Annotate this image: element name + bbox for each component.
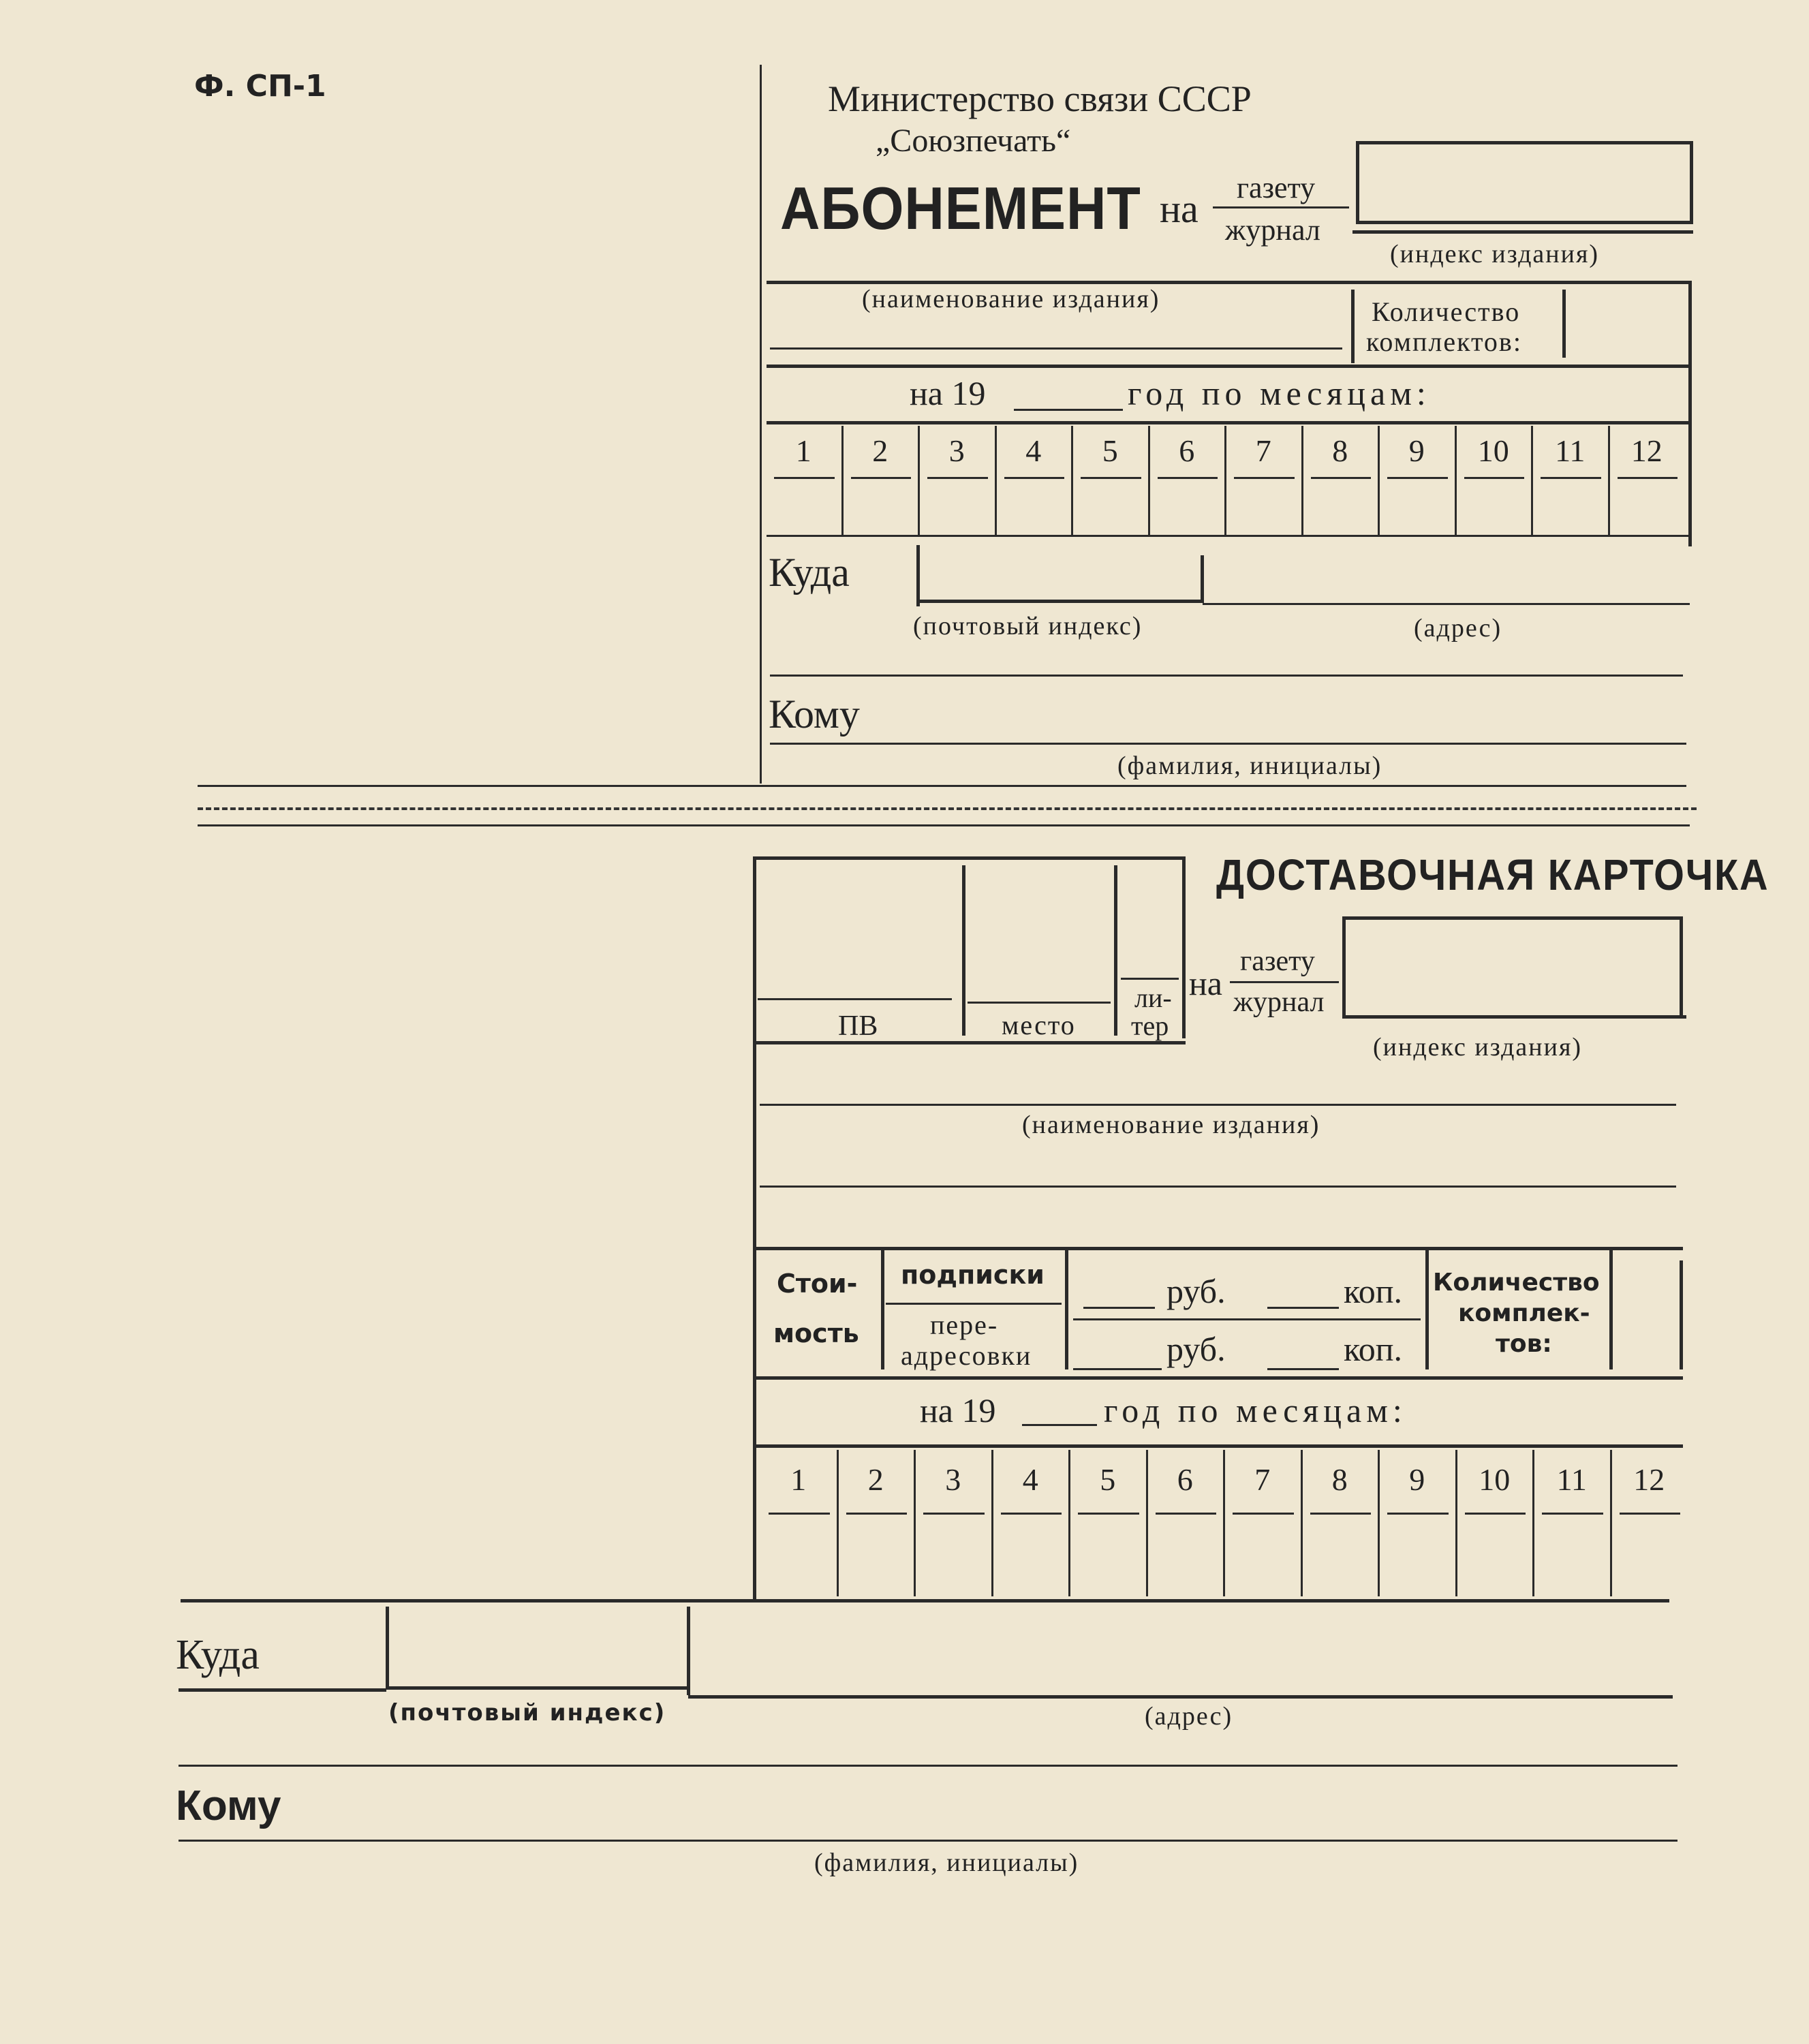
months-top-line	[767, 421, 1692, 424]
subscription-postal-caption: (почтовый индекс)	[913, 612, 1143, 640]
month-3-label: 3	[945, 1462, 961, 1497]
name-underline	[770, 347, 1342, 350]
podpiski-rub-field[interactable]	[1083, 1307, 1155, 1309]
delivery-year-suffix: год по месяцам:	[1104, 1391, 1407, 1429]
month-separator	[995, 426, 997, 535]
month-5-label: 5	[1102, 433, 1118, 468]
month-separator	[1610, 1450, 1612, 1596]
month-3-label: 3	[948, 433, 965, 468]
subscription-publication-name-field[interactable]	[770, 313, 1342, 346]
month-1-field[interactable]	[774, 477, 835, 479]
cost-type-border	[1065, 1250, 1068, 1369]
year-top-line	[767, 365, 1692, 368]
delivery-podpiski-label: подписки	[901, 1260, 1045, 1290]
cost-label-border	[881, 1250, 884, 1369]
months-bottom-line	[767, 535, 1692, 537]
delivery-postal-left	[386, 1607, 389, 1690]
cost-table-bottom	[756, 1376, 1683, 1380]
month-6-field[interactable]	[1156, 1513, 1217, 1515]
subscription-qty-field[interactable]	[1567, 293, 1690, 358]
subscription-qty-label-1: Количество	[1372, 296, 1521, 327]
tear-line-bottom	[198, 824, 1690, 826]
delivery-year-field[interactable]	[1022, 1424, 1097, 1426]
delivery-gazeta-divider	[1230, 981, 1339, 983]
month-6-label: 6	[1179, 433, 1195, 468]
postal-underline	[916, 600, 1203, 603]
month-7-label: 7	[1254, 1462, 1271, 1497]
subscription-postal-index-field[interactable]	[916, 545, 1203, 606]
kuda-underline	[179, 1688, 386, 1692]
pv-row-bottom	[753, 1041, 1186, 1044]
month-9-label: 9	[1408, 433, 1425, 468]
delivery-index-underline	[1342, 1015, 1686, 1019]
podpiski-kop-label: коп.	[1344, 1272, 1403, 1310]
subscription-right-border	[1688, 281, 1692, 546]
subscription-gazetu: газету	[1237, 171, 1316, 204]
cost-row-divider	[1073, 1318, 1421, 1320]
pv-underline	[758, 998, 952, 1000]
address-second-line[interactable]	[770, 675, 1683, 677]
delivery-liter-label-2: тер	[1131, 1010, 1169, 1041]
month-9-label: 9	[1409, 1462, 1425, 1497]
cost-table-right	[1680, 1260, 1683, 1369]
month-4-field[interactable]	[1004, 477, 1065, 479]
delivery-liter-label-1: ли-	[1134, 982, 1172, 1013]
month-9-field[interactable]	[1387, 477, 1448, 479]
liter-right-border	[1182, 860, 1186, 1038]
month-separator	[1146, 1450, 1148, 1596]
month-separator	[1608, 426, 1610, 535]
month-separator	[1455, 426, 1457, 535]
delivery-pv-field[interactable]	[760, 865, 957, 998]
month-separator	[918, 426, 920, 535]
month-separator	[991, 1450, 993, 1596]
month-separator	[1071, 426, 1073, 535]
cost-values-border	[1425, 1250, 1429, 1369]
month-6-label: 6	[1177, 1462, 1193, 1497]
subscription-na: на	[1160, 187, 1199, 231]
month-3-field[interactable]	[923, 1513, 985, 1515]
delivery-mesto-field[interactable]	[968, 865, 1111, 998]
delivery-year-prefix: на 19	[920, 1391, 996, 1429]
subscription-zhurnal: журнал	[1225, 213, 1320, 247]
month-2-label: 2	[867, 1462, 884, 1497]
month-separator	[841, 426, 844, 535]
delivery-cost-label-2: мость	[773, 1318, 859, 1348]
month-2-label: 2	[872, 433, 888, 468]
subscription-qty-label-2: комплектов:	[1366, 326, 1522, 357]
month-5-field[interactable]	[1078, 1513, 1139, 1515]
delivery-address-second-line[interactable]	[179, 1765, 1677, 1767]
month-separator	[1068, 1450, 1070, 1596]
delivery-na: на	[1189, 964, 1222, 1002]
month-7-field[interactable]	[1234, 477, 1295, 479]
delivery-grid-top	[753, 856, 1186, 860]
month-8-label: 8	[1331, 1462, 1348, 1497]
month-12-label: 12	[1633, 1462, 1665, 1497]
delivery-index-caption: (индекс издания)	[1373, 1033, 1583, 1062]
month-10-field[interactable]	[1464, 477, 1525, 479]
month-2-field[interactable]	[851, 477, 912, 479]
month-separator	[1301, 1450, 1303, 1596]
delivery-postal-caption: (почтовый индекс)	[388, 1699, 666, 1726]
month-4-label: 4	[1022, 1462, 1038, 1497]
tear-line-dashed	[198, 807, 1697, 810]
delivery-pv-label: ПВ	[838, 1010, 878, 1042]
delivery-address-top-line	[181, 1599, 1669, 1602]
delivery-left-border	[753, 856, 756, 1599]
month-separator	[1301, 426, 1303, 535]
delivery-index-field[interactable]	[1342, 916, 1683, 1019]
subscription-year-suffix: год по месяцам:	[1128, 374, 1431, 412]
month-2-field[interactable]	[846, 1513, 908, 1515]
subscription-address-caption: (адрес)	[1414, 614, 1502, 642]
month-12-label: 12	[1630, 433, 1663, 468]
month-1-label: 1	[790, 1462, 807, 1497]
month-separator	[1532, 1450, 1534, 1596]
month-3-field[interactable]	[927, 477, 988, 479]
delivery-qty-label-1: Количество	[1433, 1269, 1600, 1297]
delivery-months-top	[756, 1444, 1683, 1448]
month-1-label: 1	[795, 433, 811, 468]
form-code: Ф. СП-1	[194, 69, 326, 104]
delivery-postal-right	[687, 1607, 690, 1695]
delivery-recipient-field[interactable]	[179, 1840, 1677, 1842]
month-8-field[interactable]	[1311, 477, 1372, 479]
subscription-index-caption: (индекс издания)	[1390, 240, 1600, 268]
delivery-pereadr-label-2: адресовки	[901, 1340, 1032, 1371]
mesto-underline	[968, 1002, 1111, 1004]
subscription-komu-label: Кому	[769, 692, 860, 737]
subscription-title: АБОНЕМЕНТ	[780, 174, 1141, 242]
mesto-right-border	[1114, 865, 1117, 1036]
delivery-qty-label-2: комплек-	[1458, 1299, 1590, 1327]
month-11-label: 11	[1555, 433, 1586, 468]
subscription-name-caption: (наименование издания)	[862, 285, 1160, 313]
subscription-year-field[interactable]	[1014, 409, 1123, 411]
subscription-address-field[interactable]	[1203, 603, 1690, 605]
month-separator	[1223, 1450, 1225, 1596]
delivery-postal-underline	[386, 1686, 689, 1690]
month-4-label: 4	[1025, 433, 1042, 468]
gazeta-zhurnal-divider	[1213, 206, 1349, 208]
delivery-person-caption: (фамилия, инициалы)	[814, 1848, 1079, 1877]
delivery-qty-label-3: тов:	[1496, 1330, 1552, 1358]
month-10-label: 10	[1479, 1462, 1511, 1497]
delivery-qty-field[interactable]	[1615, 1254, 1676, 1366]
subscription-index-field[interactable]	[1356, 141, 1693, 224]
delivery-address-field[interactable]	[688, 1695, 1673, 1699]
month-11-label: 11	[1556, 1462, 1587, 1497]
month-7-label: 7	[1255, 433, 1271, 468]
delivery-kuda-label: Куда	[176, 1632, 260, 1678]
podpiski-divider	[886, 1303, 1062, 1305]
postal-right-border	[1201, 555, 1204, 603]
month-separator	[1378, 426, 1380, 535]
month-separator	[1224, 426, 1226, 535]
month-separator	[1455, 1450, 1457, 1596]
qty-value-border	[1562, 290, 1566, 358]
delivery-zhurnal: журнал	[1233, 987, 1325, 1018]
pereadr-kop-field[interactable]	[1267, 1368, 1339, 1370]
delivery-name-caption: (наименование издания)	[1022, 1111, 1320, 1139]
delivery-name-line[interactable]	[760, 1104, 1676, 1106]
delivery-gazetu: газету	[1240, 946, 1315, 977]
month-1-field[interactable]	[769, 1513, 830, 1515]
name-top-line	[767, 281, 1692, 284]
month-12-field[interactable]	[1618, 477, 1678, 479]
podpiski-kop-field[interactable]	[1267, 1307, 1339, 1309]
subscription-recipient-field[interactable]	[770, 743, 1686, 745]
month-separator	[1378, 1450, 1380, 1596]
pereadr-kop-label: коп.	[1344, 1330, 1403, 1368]
ministry-name: Министерство связи СССР	[828, 78, 1252, 119]
delivery-mesto-label: место	[1002, 1010, 1076, 1040]
delivery-qty-border	[1609, 1250, 1613, 1369]
podpiski-rub-label: руб.	[1166, 1272, 1226, 1310]
month-5-field[interactable]	[1081, 477, 1141, 479]
month-11-field[interactable]	[1541, 477, 1601, 479]
org-name: „Союзпечать“	[876, 123, 1071, 159]
subscription-person-caption: (фамилия, инициалы)	[1117, 752, 1382, 780]
month-11-field[interactable]	[1542, 1513, 1603, 1515]
month-10-label: 10	[1477, 433, 1509, 468]
cost-table-top	[756, 1247, 1683, 1250]
month-9-field[interactable]	[1387, 1513, 1449, 1515]
delivery-address-caption: (адрес)	[1145, 1702, 1233, 1731]
month-7-field[interactable]	[1233, 1513, 1294, 1515]
tear-line-top	[198, 785, 1686, 787]
delivery-cost-label-1: Стои-	[777, 1269, 858, 1299]
delivery-name-second-line[interactable]	[760, 1186, 1676, 1188]
pv-right-border	[962, 865, 965, 1036]
month-5-label: 5	[1100, 1462, 1116, 1497]
delivery-postal-index-field[interactable]	[392, 1608, 685, 1684]
delivery-pereadr-label-1: пере-	[930, 1310, 999, 1340]
qty-left-border	[1351, 290, 1355, 363]
subscription-kuda-label: Куда	[769, 550, 850, 595]
month-4-field[interactable]	[1001, 1513, 1062, 1515]
month-6-field[interactable]	[1158, 477, 1218, 479]
delivery-liter-field[interactable]	[1119, 865, 1180, 981]
subscription-left-border	[760, 65, 762, 784]
subscription-year-prefix: на 19	[910, 374, 986, 412]
month-10-field[interactable]	[1465, 1513, 1526, 1515]
month-separator	[1531, 426, 1533, 535]
index-underline	[1352, 230, 1693, 234]
pereadr-rub-field[interactable]	[1073, 1368, 1162, 1370]
month-separator	[1148, 426, 1150, 535]
month-separator	[914, 1450, 916, 1596]
pereadr-rub-label: руб.	[1166, 1330, 1226, 1368]
delivery-komu-label: Кому	[176, 1782, 281, 1829]
month-separator	[837, 1450, 839, 1596]
month-8-label: 8	[1332, 433, 1348, 468]
month-12-field[interactable]	[1620, 1513, 1681, 1515]
liter-underline	[1121, 978, 1179, 980]
delivery-title: ДОСТАВОЧНАЯ КАРТОЧКА	[1216, 850, 1769, 899]
month-8-field[interactable]	[1310, 1513, 1372, 1515]
